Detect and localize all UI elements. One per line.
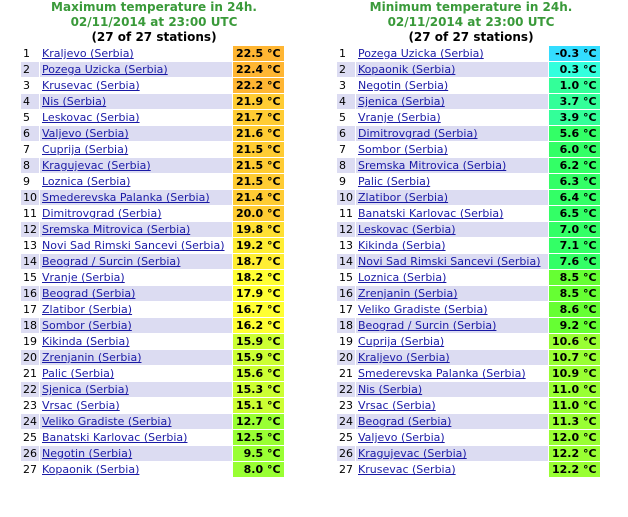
rank-cell: 9 (337, 174, 355, 189)
station-link[interactable]: Zrenjanin (Serbia) (358, 287, 458, 300)
rank-cell: 15 (339, 271, 353, 284)
station-link[interactable]: Nis (Serbia) (358, 383, 423, 396)
rank-cell: 17 (23, 303, 37, 316)
station-link[interactable]: Beograd / Surcin (Serbia) (42, 255, 181, 268)
rank-cell: 6 (21, 126, 39, 141)
station-cell (40, 286, 232, 301)
station-cell (40, 350, 232, 365)
rank-cell: 24 (23, 415, 37, 428)
temperature-value: 16.7 °C (233, 302, 284, 317)
rank-cell: 11 (339, 207, 353, 220)
station-link[interactable]: Novi Sad Rimski Sancevi (Serbia) (358, 255, 541, 268)
temperature-value: 22.2 °C (233, 78, 284, 93)
table-row (21, 126, 284, 141)
table-row (21, 398, 284, 413)
temperature-value: 10.6 °C (549, 334, 600, 349)
temperature-value: 9.2 °C (549, 318, 600, 333)
table-row (337, 174, 600, 189)
min-temperature-table (336, 45, 601, 478)
temperature-value: 10.7 °C (549, 350, 600, 365)
table-row (337, 302, 600, 317)
station-link[interactable]: Kraljevo (Serbia) (42, 47, 134, 60)
rank-cell: 9 (21, 174, 39, 189)
station-cell (40, 190, 232, 205)
table-row (337, 46, 600, 61)
station-link[interactable]: Loznica (Serbia) (42, 175, 131, 188)
station-link[interactable]: Leskovac (Serbia) (42, 111, 140, 124)
station-link[interactable]: Dimitrovgrad (Serbia) (42, 207, 162, 220)
rank-cell: 7 (21, 142, 39, 157)
station-link[interactable]: Loznica (Serbia) (358, 271, 447, 284)
rank-cell: 27 (339, 463, 353, 476)
station-link[interactable]: Banatski Karlovac (Serbia) (358, 207, 504, 220)
temperature-value: 7.6 °C (549, 254, 600, 269)
station-cell (40, 222, 232, 237)
temperature-value: 8.5 °C (549, 286, 600, 301)
rank-cell: 15 (23, 271, 37, 284)
table-row (21, 142, 284, 157)
station-link[interactable]: Palic (Serbia) (358, 175, 431, 188)
table-row (337, 350, 600, 365)
temperature-value: 15.3 °C (233, 382, 284, 397)
station-cell (356, 430, 548, 445)
station-link[interactable]: Novi Sad Rimski Sancevi (Serbia) (42, 239, 225, 252)
station-link[interactable]: Palic (Serbia) (42, 367, 115, 380)
station-cell (356, 142, 548, 157)
table-row (21, 46, 284, 61)
station-link[interactable]: Vrsac (Serbia) (358, 399, 436, 412)
table-row (21, 222, 284, 237)
temperature-value: 12.7 °C (233, 414, 284, 429)
temperature-value: 6.2 °C (549, 158, 600, 173)
table-row (21, 318, 284, 333)
rank-cell: 3 (21, 78, 39, 93)
min-panel-count: (27 of 27 stations) (408, 30, 534, 44)
temperature-value: 21.5 °C (233, 174, 284, 189)
rank-cell: 24 (339, 415, 353, 428)
temperature-value: 6.3 °C (549, 174, 600, 189)
temperature-value: 7.1 °C (549, 238, 600, 253)
temperature-value: 21.5 °C (233, 142, 284, 157)
station-cell (356, 222, 548, 237)
rank-cell: 25 (23, 431, 37, 444)
station-link[interactable]: Sombor (Serbia) (358, 143, 448, 156)
rank-cell: 21 (339, 367, 353, 380)
min-temperature-panel (336, 0, 606, 478)
station-cell (356, 158, 548, 173)
table-row (337, 334, 600, 349)
station-link[interactable]: Beograd (Serbia) (42, 287, 136, 300)
max-panel-title: Maximum temperature in 24h. (51, 0, 257, 14)
table-row (337, 94, 600, 109)
station-cell (356, 126, 548, 141)
temperature-value: 20.0 °C (233, 206, 284, 221)
station-cell (356, 414, 548, 429)
temperature-value: 21.9 °C (233, 94, 284, 109)
station-cell (356, 254, 548, 269)
temperature-value: 5.6 °C (549, 126, 600, 141)
table-row (21, 94, 284, 109)
station-link[interactable]: Dimitrovgrad (Serbia) (358, 127, 478, 140)
rank-cell: 14 (339, 255, 353, 268)
station-link[interactable]: Kopaonik (Serbia) (358, 63, 456, 76)
station-cell (40, 302, 232, 317)
temperature-value: 12.2 °C (549, 446, 600, 461)
station-cell (356, 206, 548, 221)
temperature-value: 16.2 °C (233, 318, 284, 333)
station-cell (356, 382, 548, 397)
min-panel-header (336, 0, 606, 45)
min-panel-title: Minimum temperature in 24h. (369, 0, 573, 14)
temperature-value: 22.4 °C (233, 62, 284, 77)
rank-cell: 8 (21, 158, 39, 173)
temperature-value: 21.7 °C (233, 110, 284, 125)
table-row (337, 270, 600, 285)
table-row (21, 238, 284, 253)
station-cell (40, 334, 232, 349)
temperature-value: 6.0 °C (549, 142, 600, 157)
rank-cell: 17 (339, 303, 353, 316)
station-cell (356, 270, 548, 285)
table-row (21, 446, 284, 461)
station-cell (40, 318, 232, 333)
station-link[interactable]: Beograd / Surcin (Serbia) (358, 319, 497, 332)
table-row (337, 158, 600, 173)
station-link[interactable]: Valjevo (Serbia) (358, 431, 445, 444)
station-cell (40, 238, 232, 253)
table-row (21, 190, 284, 205)
table-row (337, 414, 600, 429)
station-cell (40, 174, 232, 189)
table-row (337, 254, 600, 269)
table-row (21, 350, 284, 365)
table-row (337, 462, 600, 477)
rank-cell: 27 (23, 463, 37, 476)
station-cell (356, 110, 548, 125)
table-row (21, 462, 284, 477)
station-link[interactable]: Kraljevo (Serbia) (358, 351, 450, 364)
table-row (21, 334, 284, 349)
station-cell (356, 78, 548, 93)
station-link[interactable]: Vranje (Serbia) (42, 271, 125, 284)
station-cell (356, 350, 548, 365)
station-link[interactable]: Veliko Gradiste (Serbia) (358, 303, 488, 316)
temperature-value: 21.6 °C (233, 126, 284, 141)
station-link[interactable]: Pozega Uzicka (Serbia) (42, 63, 168, 76)
station-link[interactable]: Krusevac (Serbia) (42, 79, 140, 92)
table-row (337, 206, 600, 221)
station-link[interactable]: Nis (Serbia) (42, 95, 107, 108)
temperature-value: 11.3 °C (549, 414, 600, 429)
rank-cell: 23 (339, 399, 353, 412)
station-link[interactable]: Krusevac (Serbia) (358, 463, 456, 476)
station-link[interactable]: Smederevska Palanka (Serbia) (358, 367, 526, 380)
temperature-value: 12.0 °C (549, 430, 600, 445)
station-link[interactable]: Sremska Mitrovica (Serbia) (358, 159, 507, 172)
temperature-value: 0.3 °C (549, 62, 600, 77)
temperature-value: 8.0 °C (233, 462, 284, 477)
rank-cell: 26 (339, 447, 353, 460)
table-row (21, 270, 284, 285)
table-row (21, 286, 284, 301)
temperature-value: 9.5 °C (233, 446, 284, 461)
temperature-value: 17.9 °C (233, 286, 284, 301)
rank-cell: 19 (339, 335, 353, 348)
temperature-value: 7.0 °C (549, 222, 600, 237)
table-row (21, 382, 284, 397)
station-link[interactable]: Cuprija (Serbia) (358, 335, 445, 348)
station-cell (40, 366, 232, 381)
rank-cell: 3 (337, 78, 355, 93)
station-cell (356, 446, 548, 461)
station-link[interactable]: Sremska Mitrovica (Serbia) (42, 223, 191, 236)
station-link[interactable]: Kragujevac (Serbia) (358, 447, 467, 460)
table-row (337, 382, 600, 397)
temperature-value: 15.6 °C (233, 366, 284, 381)
table-row (21, 414, 284, 429)
rank-cell: 11 (23, 207, 37, 220)
station-link[interactable]: Banatski Karlovac (Serbia) (42, 431, 188, 444)
table-row (337, 222, 600, 237)
station-link[interactable]: Kopaonik (Serbia) (42, 463, 140, 476)
station-link[interactable]: Sombor (Serbia) (42, 319, 132, 332)
max-panel-header (20, 0, 288, 45)
station-link[interactable]: Beograd (Serbia) (358, 415, 452, 428)
table-row (337, 126, 600, 141)
table-row (337, 318, 600, 333)
station-cell (40, 206, 232, 221)
station-link[interactable]: Negotin (Serbia) (42, 447, 133, 460)
station-link[interactable]: Cuprija (Serbia) (42, 143, 129, 156)
temperature-value: 11.0 °C (549, 398, 600, 413)
rank-cell: 8 (337, 158, 355, 173)
station-cell (356, 334, 548, 349)
rank-cell: 4 (21, 94, 39, 109)
station-link[interactable]: Pozega Uzicka (Serbia) (358, 47, 484, 60)
rank-cell: 26 (23, 447, 37, 460)
table-row (337, 446, 600, 461)
temperature-value: 10.9 °C (549, 366, 600, 381)
rank-cell: 13 (339, 239, 353, 252)
table-row (21, 174, 284, 189)
temperature-value: 6.5 °C (549, 206, 600, 221)
rank-cell: 14 (23, 255, 37, 268)
station-cell (40, 382, 232, 397)
rank-cell: 1 (21, 46, 39, 61)
station-cell (356, 94, 548, 109)
rank-cell: 6 (337, 126, 355, 141)
station-cell (40, 462, 232, 477)
rank-cell: 12 (23, 223, 37, 236)
rank-cell: 22 (339, 383, 353, 396)
rank-cell: 18 (339, 319, 353, 332)
min-panel-date: 02/11/2014 at 23:00 UTC (387, 15, 555, 29)
temperature-value: 15.9 °C (233, 334, 284, 349)
rank-cell: 16 (339, 287, 353, 300)
rank-cell: 21 (23, 367, 37, 380)
station-link[interactable]: Zlatibor (Serbia) (42, 303, 133, 316)
table-row (21, 366, 284, 381)
rank-cell: 5 (337, 110, 355, 125)
station-link[interactable]: Zrenjanin (Serbia) (42, 351, 142, 364)
station-link[interactable]: Vrsac (Serbia) (42, 399, 120, 412)
temperature-value: 18.2 °C (233, 270, 284, 285)
max-temperature-table (20, 45, 285, 478)
station-cell (356, 190, 548, 205)
station-cell (40, 78, 232, 93)
table-row (337, 110, 600, 125)
station-link[interactable]: Smederevska Palanka (Serbia) (42, 191, 210, 204)
rank-cell: 13 (23, 239, 37, 252)
rank-cell: 4 (337, 94, 355, 109)
max-panel-count: (27 of 27 stations) (91, 30, 217, 44)
rank-cell: 23 (23, 399, 37, 412)
temperature-value: 6.4 °C (549, 190, 600, 205)
rank-cell: 7 (337, 142, 355, 157)
station-cell (356, 302, 548, 317)
station-link[interactable]: Valjevo (Serbia) (42, 127, 129, 140)
temperature-value: 3.7 °C (549, 94, 600, 109)
station-cell (40, 110, 232, 125)
table-row (21, 62, 284, 77)
table-row (337, 430, 600, 445)
table-row (21, 254, 284, 269)
rank-cell: 10 (23, 191, 37, 204)
rank-cell: 25 (339, 431, 353, 444)
temperature-value: 3.9 °C (549, 110, 600, 125)
table-row (337, 62, 600, 77)
station-cell (40, 126, 232, 141)
table-row (337, 238, 600, 253)
table-row (21, 206, 284, 221)
rank-cell: 1 (337, 46, 355, 61)
table-row (337, 190, 600, 205)
station-link[interactable]: Sjenica (Serbia) (358, 95, 445, 108)
station-cell (40, 430, 232, 445)
station-cell (356, 286, 548, 301)
station-cell (356, 462, 548, 477)
station-cell (40, 414, 232, 429)
station-cell (40, 94, 232, 109)
table-row (337, 142, 600, 157)
table-row (21, 430, 284, 445)
station-link[interactable]: Veliko Gradiste (Serbia) (42, 415, 172, 428)
temperature-value: 15.9 °C (233, 350, 284, 365)
rank-cell: 10 (339, 191, 353, 204)
temperature-value: 21.4 °C (233, 190, 284, 205)
temperature-value: 12.2 °C (549, 462, 600, 477)
station-cell (356, 238, 548, 253)
station-link[interactable]: Leskovac (Serbia) (358, 223, 456, 236)
station-cell (40, 158, 232, 173)
station-cell (40, 254, 232, 269)
station-cell (40, 142, 232, 157)
rank-cell: 12 (339, 223, 353, 236)
station-link[interactable]: Kikinda (Serbia) (42, 335, 130, 348)
rank-cell: 2 (337, 62, 355, 77)
table-row (337, 398, 600, 413)
temperature-value: 11.0 °C (549, 382, 600, 397)
table-row (337, 286, 600, 301)
rank-cell: 16 (23, 287, 37, 300)
table-row (21, 110, 284, 125)
table-row (337, 366, 600, 381)
station-link[interactable]: Zlatibor (Serbia) (358, 191, 449, 204)
station-link[interactable]: Vranje (Serbia) (358, 111, 441, 124)
rank-cell: 20 (339, 351, 353, 364)
rank-cell: 18 (23, 319, 37, 332)
station-link[interactable]: Kragujevac (Serbia) (42, 159, 151, 172)
station-cell (40, 62, 232, 77)
temperature-value: -0.3 °C (549, 46, 600, 61)
station-link[interactable]: Kikinda (Serbia) (358, 239, 446, 252)
station-cell (40, 398, 232, 413)
station-cell (356, 318, 548, 333)
station-cell (356, 46, 548, 61)
table-row (21, 302, 284, 317)
temperature-value: 12.5 °C (233, 430, 284, 445)
rank-cell: 2 (21, 62, 39, 77)
temperature-value: 8.6 °C (549, 302, 600, 317)
temperature-value: 1.0 °C (549, 78, 600, 93)
temperature-value: 21.5 °C (233, 158, 284, 173)
rank-cell: 20 (23, 351, 37, 364)
rank-cell: 22 (23, 383, 37, 396)
station-link[interactable]: Sjenica (Serbia) (42, 383, 129, 396)
station-link[interactable]: Negotin (Serbia) (358, 79, 449, 92)
temperature-value: 18.7 °C (233, 254, 284, 269)
temperature-value: 8.5 °C (549, 270, 600, 285)
station-cell (40, 46, 232, 61)
table-row (21, 78, 284, 93)
temperature-value: 15.1 °C (233, 398, 284, 413)
station-cell (356, 366, 548, 381)
station-cell (356, 398, 548, 413)
temperature-value: 22.5 °C (233, 46, 284, 61)
temperature-value: 19.2 °C (233, 238, 284, 253)
rank-cell: 19 (23, 335, 37, 348)
max-panel-date: 02/11/2014 at 23:00 UTC (70, 15, 238, 29)
max-temperature-panel (20, 0, 288, 478)
rank-cell: 5 (21, 110, 39, 125)
station-cell (40, 446, 232, 461)
station-cell (356, 62, 548, 77)
table-row (21, 158, 284, 173)
station-cell (40, 270, 232, 285)
table-row (337, 78, 600, 93)
station-cell (356, 174, 548, 189)
temperature-value: 19.8 °C (233, 222, 284, 237)
